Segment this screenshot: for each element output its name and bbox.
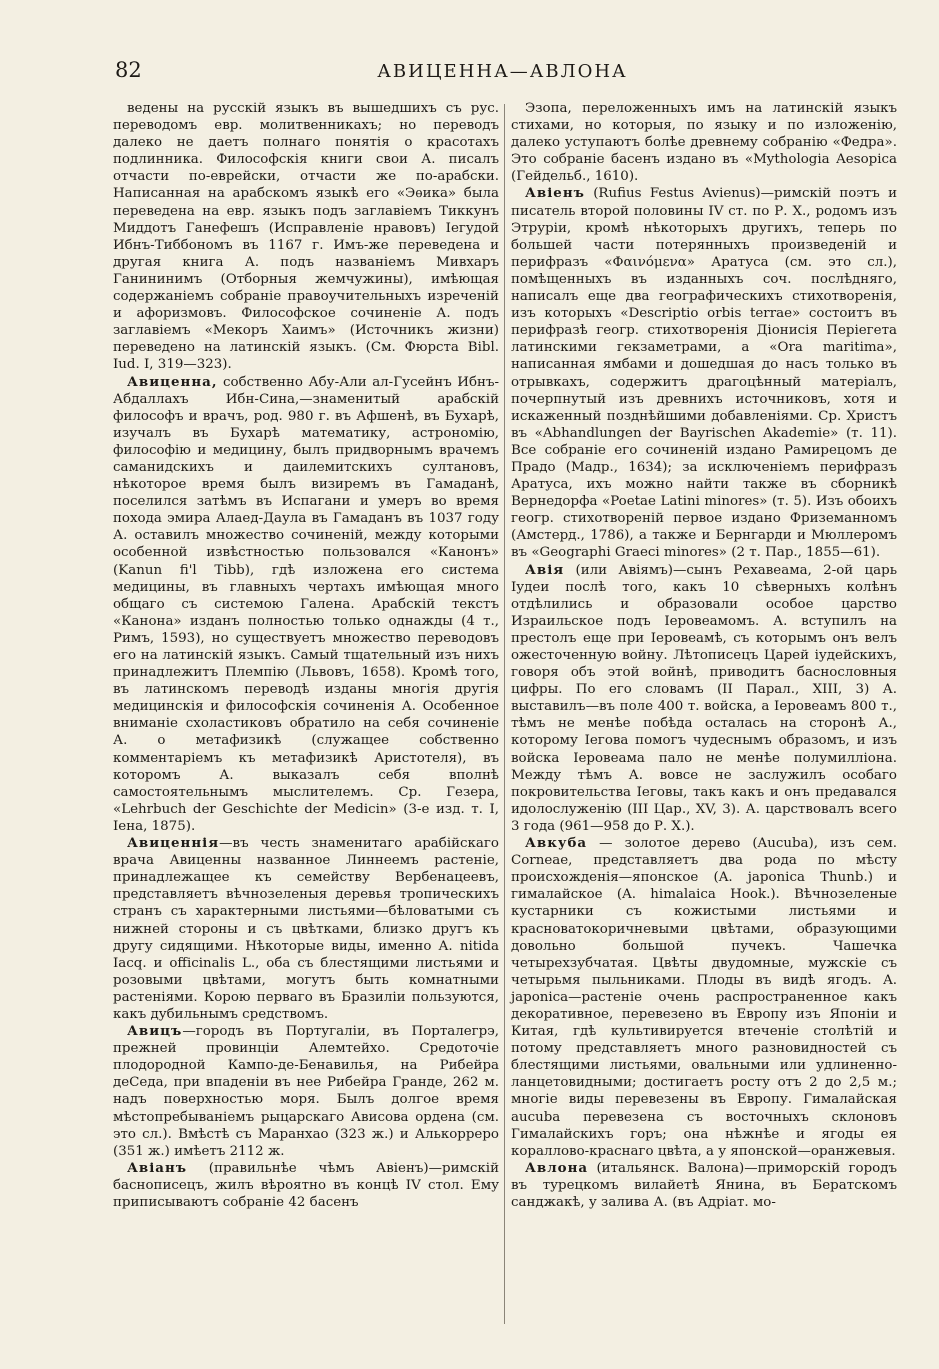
entry-text: ведены на русскій языкъ въ вышедшихъ съ рус. переводомъ евр. молитвенникахъ; но переводъ далеко не даетъ полнаго понятія о красотахъ подлинника. Философскія книги свои А. писалъ отчасти по-еврейски, отчасти же по-арабски. Написанная на арабскомъ языкѣ его «Эѳика» была переведена на евр. языкъ подъ заглавіемъ Тиккунъ Миддотъ Ганефешъ (Исправленіе нравовъ) Іегудой Ибнъ-Тиббономъ въ 1167 г. Имъ-же переведена и другая книга А. подъ названіемъ Мивхаръ Ганининимъ (Отборныя жемчужины), имѣющая содержаніемъ собраніе правоучительныхъ изреченій и афоризмовъ. Философское сочиненіе А. подъ заглавіемъ «Мекоръ Хаимъ» (Источникъ жизни) переведено на латинскій языкъ. (См. Фюрста Bibl. Iud. I, 319—323).: [113, 101, 499, 373]
entry-headword: Авкуба: [525, 835, 588, 852]
running-head: АВИЦЕННА—АВЛОНА: [377, 61, 628, 82]
column-divider: [504, 104, 505, 1324]
entry-text: — золотое дерево (Aucuba), изъ сем. Cornеae, представляетъ два рода по мѣсту происхожденія—японское (A. japonica Thunb.) и гималайское (A. himalaica Hook.). Вѣчнозеленые кустарники съ кожистыми листьями и красноватокоричневыми цвѣтами, образующими довольно большой пучекъ. Чашечка четырехзубчатая. Цвѣты двудомные, мужскіе съ четырьмя пыльниками. Плоды въ видѣ ягодъ. A. japonica—растеніе очень распространенное какъ декоративное, перевезено въ Европу изъ Японіи и Китая, гдѣ культивируется втеченіе столѣтій и потому представляетъ много разновидностей съ блестящими листьями, овальными или удлиненно-ланцетовидными; достигаетъ росту отъ 2 до 2,5 м.; многіе виды перевезены въ Европу. Гималайская aucuba перевезена съ восточныхъ склоновъ Гималайскихъ горъ; она нѣжнѣе и ягоды ея кораллово-краснаго цвѣта, а у японской—оранжевыя.: [511, 836, 897, 1159]
entry-text: Эзопа, переложенныхъ имъ на латинскій языкъ стихами, но которыя, по языку и по изложенію, далеко уступаютъ болѣе древнему собранію «Федра». Это собраніе басенъ издано въ «Mythologia Aesopica (Гейдельб., 1610).: [511, 101, 897, 185]
entry-text: (или Авіямъ)—сынъ Рехавеама, 2-ой царь Іудеи послѣ того, какъ 10 сѣверныхъ колѣнъ отдѣлились и образовали особое царство Израильское подъ Іеровеамомъ. А. вступилъ на престолъ еще при Іеровеамѣ, съ которымъ онъ велъ ожесточенную войну. Лѣтописецъ Царей іудейскихъ, говоря объ этой войнѣ, приводитъ баснословныя цифры. По его словамъ (II Парал., XIII, 3) А. выставилъ—въ поле 400 т. войска, а Іеровеамъ 800 т., тѣмъ не менѣе побѣда осталась на сторонѣ А., которому Іегова помогъ чудеснымъ образомъ, и изъ войска Іеровеама пало не менѣе полумилліона. Между тѣмъ А. вовсе не заслужилъ особаго покровительства Іеговы, такъ какъ и онъ предавался идолослуженію (III Цар., XV, 3). А. царствовалъ всего 3 года (961—958 до Р. Х.).: [511, 562, 897, 834]
entry-text: —городъ въ Португаліи, въ Порталегрэ, прежней провинціи Алемтейхо. Средоточіе плодородной Кампо-де-Бенавилья, на Рибейра деСеда, при впаденіи въ нее Рибейра Гранде, 262 м. надъ поверхностью моря. Былъ долгое время мѣстопребываніемъ рыцарскаго Ависова ордена (см. это сл.). Вмѣстѣ съ Маранхао (323 ж.) и Алькорреро (351 ж.) имѣетъ 2112 ж.: [113, 1024, 499, 1159]
entry-avian: [113, 1160, 499, 1211]
right-column: [511, 100, 897, 1211]
entry-avlona: [511, 1160, 897, 1211]
entry-aviz: [113, 1023, 499, 1160]
page-number: 82: [115, 58, 142, 82]
entry-avicennia: [113, 835, 499, 1023]
entry-headword: Авія: [525, 561, 565, 578]
entry-headword: Авиценнія: [127, 835, 220, 852]
entry-headword: Авлона: [525, 1159, 589, 1176]
entry-text: (Rufius Festus Avienus)—римскій поэтъ и писатель второй половины IV ст. по Р. Х., родомъ изъ Этруріи, кромѣ нѣкоторыхъ другихъ, теперь по большей части потерянныхъ произведеній и перифразъ «Φαινόμενα» Аратуса (см. это сл.), помѣщенныхъ въ изданныхъ соч. послѣдняго, написалъ еще два географическихъ стихотворенія, изъ которыхъ «Descriptio orbis terrae» состоитъ въ перифразѣ геогр. стихотворенія Діонисія Періегета латинскими гекзаметрами, а «Ora maritima», написанная ямбами и дошедшая до насъ только въ отрывкахъ, содержитъ драгоцѣнный матеріалъ, почерпнутый изъ древнихъ источниковъ, хотя и искаженный позднѣйшими добавленіями. Ср. Христъ въ «Abhandlungen der Bayrischen Akademie» (т. 11). Все собраніе его сочиненій издано Рамирецомъ де Прадо (Мадр., 1634); за исключеніемъ перифразъ Аратуса, ихъ можно найти также въ сборникѣ Вернедорфа «Poetae Latini minores» (т. 5). Изъ обоихъ геогр. стихотвореній первое издано Фриземанномъ (Амстерд., 1786), а также и Бернгарди и Мюллеромъ въ «Geographi Graeci minores» (2 т. Пар., 1855—61).: [511, 186, 897, 561]
entry-text: —въ честь знаменитаго арабійскаго врача Авиценны названное Линнеемъ растеніе, принадлежащее къ семейству Вербенацеевъ, представляетъ вѣчнозеленыя деревья тропическихъ странъ съ характерными листьями—бѣловатыми съ нижней стороны и съ цвѣтками, близко другъ къ другу сидящими. Нѣкоторые виды, именно A. nitida Iacq. и officinalis L., оба съ блестящими листьями и розовыми цвѣтами, могутъ быть комнатными растеніями. Корою перваго въ Бразиліи пользуются, какъ дубильнымъ средствомъ.: [113, 836, 499, 1022]
entry-aucuba: [511, 835, 897, 1160]
entry-text: (итальянск. Валона)—приморскій городъ въ турецкомъ вилайетѣ Янина, въ Бератскомъ санджакѣ, у залива А. (въ Адріат. мо-: [511, 1160, 897, 1210]
entry-headword: Авицъ: [127, 1023, 183, 1040]
entry-text: собственно Абу-Али ал-Гусейнъ Ибнъ-Абдаллахъ Ибн-Сина,—знаменитый арабскій философъ и врачъ, род. 980 г. въ Афшенѣ, въ Бухарѣ, изучалъ въ Бухарѣ математику, астрономію, философію и медицину, былъ придворнымъ врачемъ саманидскихъ и даилемитскихъ султановъ, нѣкоторое время былъ визиремъ въ Гамаданѣ, поселился затѣмъ въ Испагани и умеръ во время похода эмира Алаед-Даула въ Гамаданъ въ 1037 году А. оставилъ множество сочиненій, между которыми особенной извѣстностью пользовался «Канонъ» (Kanun fi'l Tibb), гдѣ изложена его система медицины, въ главныхъ чертахъ имѣющая много общаго съ системою Галена. Арабскій текстъ «Канона» изданъ полностью только однажды (4 т., Римъ, 1593), но существуетъ множество переводовъ его на латинскій языкъ. Самый тщательный изъ нихъ принадлежитъ Племпію (Львовъ, 1658). Кромѣ того, въ латинскомъ переводѣ изданы многія другія медицинскія и философскія сочиненія А. Особенное вниманіе схоластиковъ обратило на себя сочиненіе А. о метафизикѣ (служащее собственно комментаріемъ къ метафизикѣ Аристотеля), въ которомъ А. выказалъ себя вполнѣ самостоятельнымъ мыслителемъ. Ср. Гезера, «Lehrbuch der Geschichte der Medicin» (3-е изд. т. I, Іена, 1875).: [113, 374, 499, 834]
left-column: [113, 100, 499, 1211]
entry-avien: [511, 185, 897, 561]
entry-headword: Авіанъ: [127, 1159, 188, 1176]
page-header: [115, 58, 890, 92]
entry-text: (правильнѣе чѣмъ Авіенъ)—римскій баснописецъ, жилъ вѣроятно въ концѣ IV стол. Ему приписываютъ собраніе 42 басенъ: [113, 1160, 499, 1210]
entry-aviya: [511, 562, 897, 836]
entry-headword: Авіенъ: [525, 185, 585, 202]
entry-continuation: [511, 100, 897, 185]
entry-continuation: [113, 100, 499, 374]
entry-headword: Авиценна,: [127, 373, 218, 390]
entry-avicenna: [113, 374, 499, 836]
